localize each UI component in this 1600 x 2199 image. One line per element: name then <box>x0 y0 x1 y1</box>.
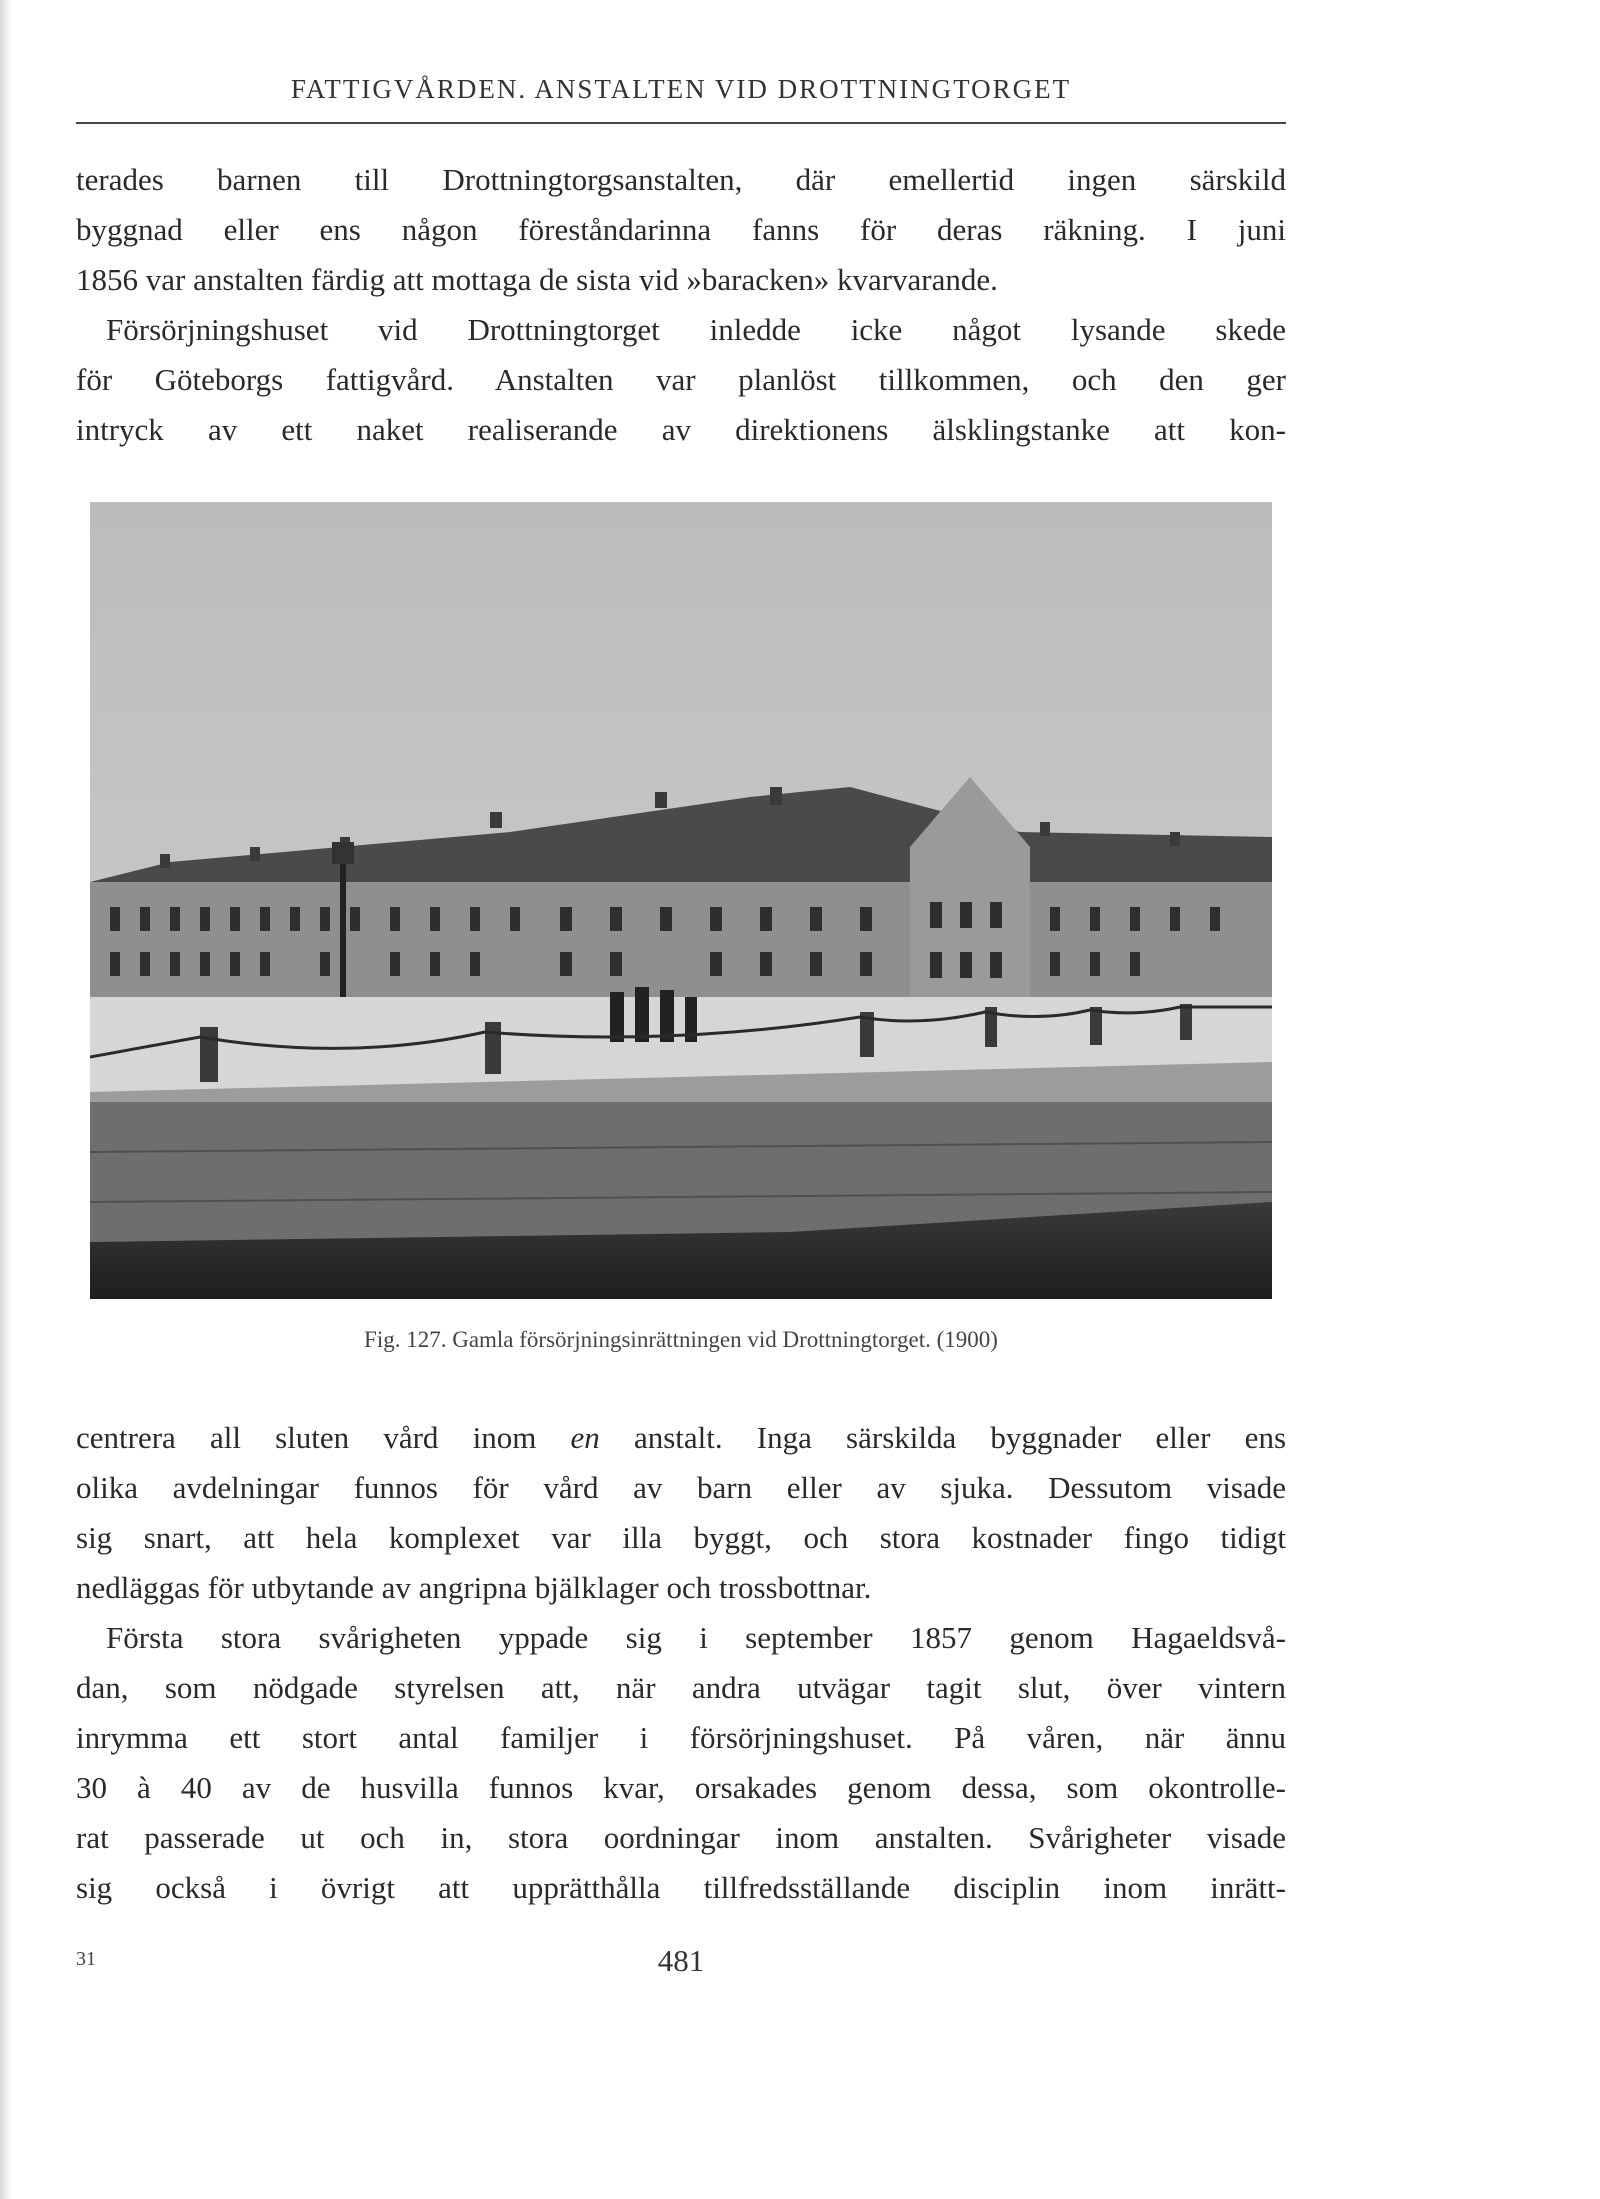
text-line: 30 à 40 av de husvilla funnos kvar, orsakades genom dessa, som okontrolle- <box>76 1770 1286 1805</box>
emphasis-text: en <box>570 1420 600 1455</box>
text-line: inrymma ett stort antal familjer i försörjningshuset. På våren, när ännu <box>76 1720 1286 1755</box>
figure-caption: Fig. 127. Gamla försörjningsinrättningen vid Drottningtorget. (1900) <box>364 1327 998 1352</box>
text-line: Första stora svårigheten yppade sig i september 1857 genom Hagaeldsvå- <box>106 1620 1286 1655</box>
text-fragment: anstalt. Inga särskilda byggnader eller ens <box>599 1420 1286 1455</box>
text-line <box>76 1413 1286 1463</box>
running-head: FATTIGVÅRDEN. ANSTALTEN VID DROTTNINGTORGET <box>290 74 1072 104</box>
text-line: olika avdelningar funnos för vård av barn eller av sjuka. Dessutom visade <box>76 1470 1286 1505</box>
text-line: sig snart, att hela komplexet var illa byggt, och stora kostnader fingo tidigt <box>76 1520 1286 1555</box>
building-photograph <box>90 502 1272 1299</box>
text-line: byggnad eller ens någon föreståndarinna fanns för deras räkning. I juni <box>76 212 1286 247</box>
text-line: för Göteborgs fattigvård. Anstalten var planlöst tillkommen, och den ger <box>76 362 1286 397</box>
book-page <box>76 0 1286 2199</box>
text-line: rat passerade ut och in, stora oordningar inom anstalten. Svårigheter visade <box>76 1820 1286 1855</box>
page-number: 481 <box>657 1943 705 1978</box>
signature-mark: 31 <box>76 1948 96 1970</box>
top-paragraph <box>76 155 1286 455</box>
text-line: sig också i övrigt att upprätthålla tillfredsställande disciplin inom inrätt- <box>76 1870 1286 1905</box>
scan-edge-shadow <box>0 0 12 2199</box>
text-line: Försörjningshuset vid Drottningtorget inledde icke något lysande skede <box>106 312 1286 347</box>
bottom-paragraph <box>76 1413 1286 1913</box>
text-line: intryck av ett naket realiserande av direktionens älsklingstanke att kon- <box>76 412 1286 447</box>
text-line: dan, som nödgade styrelsen att, när andra utvägar tagit slut, över vintern <box>76 1670 1286 1705</box>
text-line: 1856 var anstalten färdig att mottaga de sista vid »baracken» kvarvarande. <box>76 262 998 297</box>
header-rule <box>76 122 1286 124</box>
text-fragment: centrera all sluten vård inom <box>76 1420 571 1455</box>
text-line: terades barnen till Drottningtorgsanstalten, där emellertid ingen särskild <box>76 162 1286 197</box>
text-line: nedläggas för utbytande av angripna bjälklager och trossbottnar. <box>76 1570 872 1605</box>
